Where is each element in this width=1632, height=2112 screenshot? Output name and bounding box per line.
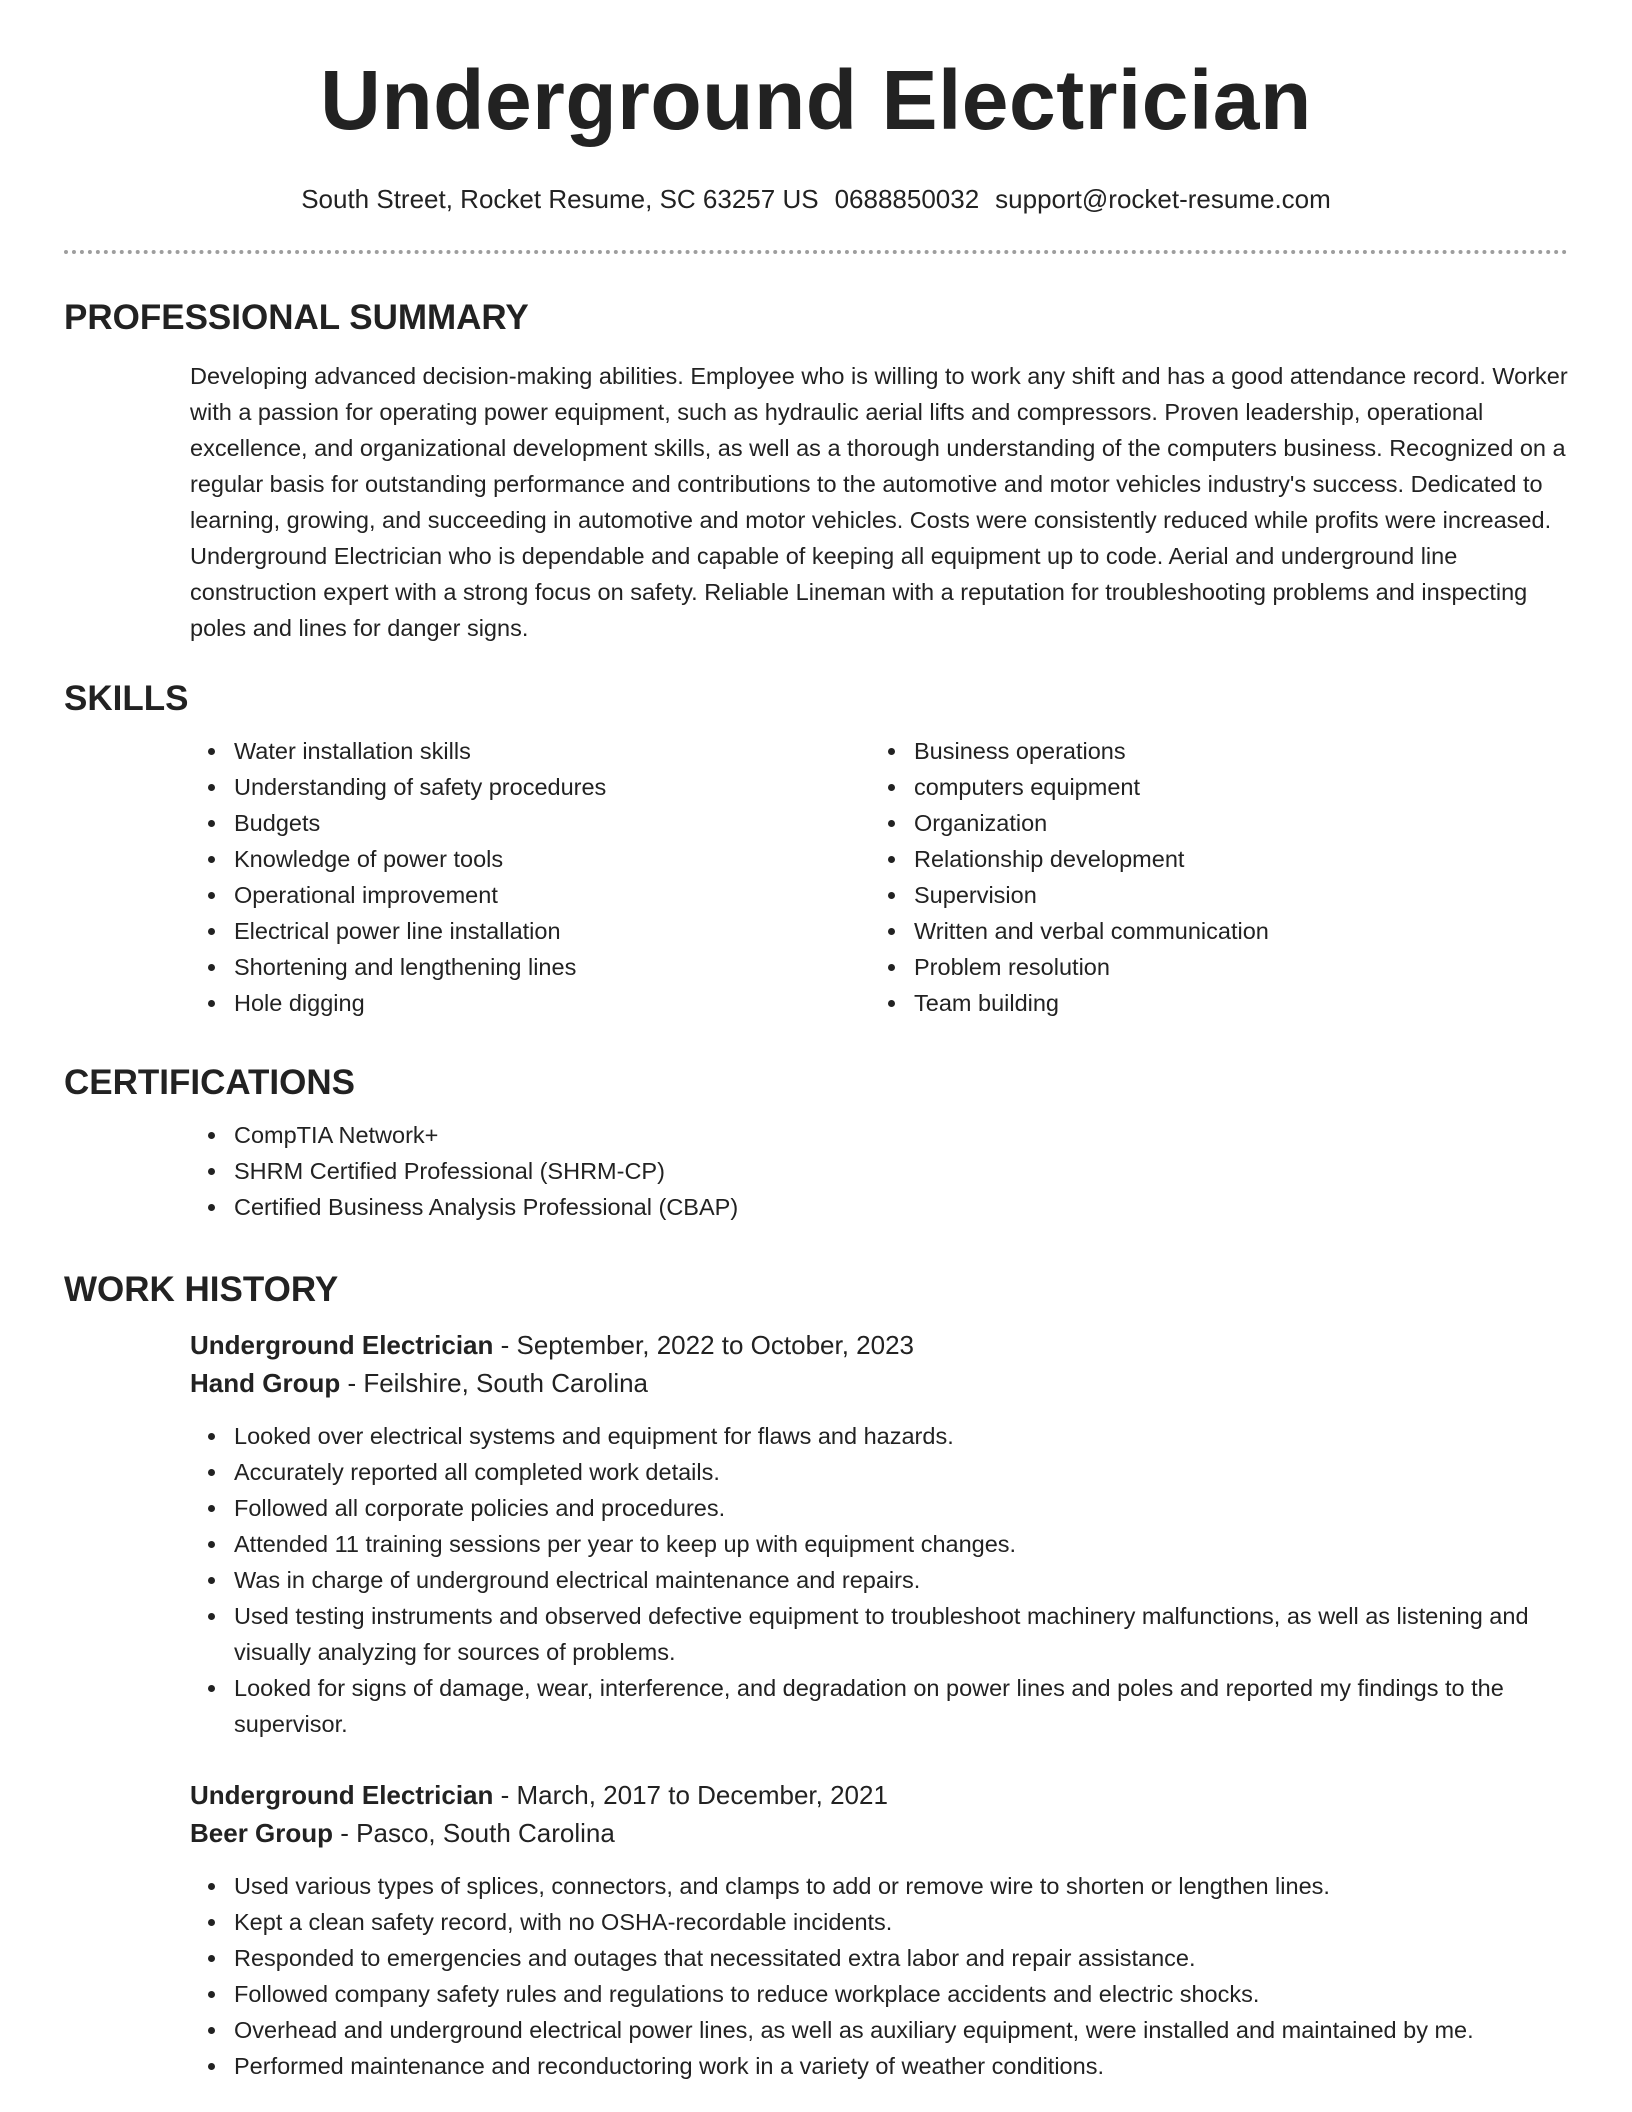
job-bullet: Overhead and underground electrical power lines, as well as auxiliary equipment, were installed and maintained by me.: [234, 2012, 1568, 2048]
job-title-line: [190, 1326, 1568, 1364]
certifications-section: [64, 1061, 1568, 1225]
contact-email: support@rocket-resume.com: [995, 184, 1331, 214]
skills-section: [64, 677, 1568, 1021]
summary-heading: PROFESSIONAL SUMMARY: [64, 298, 529, 337]
skill-item: Supervision: [914, 877, 1550, 913]
certification-item: SHRM Certified Professional (SHRM-CP): [234, 1153, 1568, 1189]
contact-address: South Street, Rocket Resume, SC 63257 US: [301, 184, 819, 214]
skill-item: Relationship development: [914, 841, 1550, 877]
job-bullet: Attended 11 training sessions per year to keep up with equipment changes.: [234, 1526, 1568, 1562]
job-bullet: Followed all corporate policies and procedures.: [234, 1490, 1568, 1526]
skill-item: Problem resolution: [914, 949, 1550, 985]
job-entry: [190, 1776, 1568, 2084]
job-bullet: Used testing instruments and observed defective equipment to troubleshoot machinery malfunctions, as well as listening and visually analyzing for sources of problems.: [234, 1598, 1568, 1670]
skill-item: Business operations: [914, 733, 1550, 769]
skills-heading: SKILLS: [64, 679, 189, 718]
job-bullet: Followed company safety rules and regulations to reduce workplace accidents and electric shocks.: [234, 1976, 1568, 2012]
skills-column-right: [870, 733, 1550, 1021]
job-bullet: Kept a clean safety record, with no OSHA-recordable incidents.: [234, 1904, 1568, 1940]
job-company: Hand Group: [190, 1368, 341, 1398]
job-bullet: Responded to emergencies and outages that necessitated extra labor and repair assistance.: [234, 1940, 1568, 1976]
skill-item: Water installation skills: [234, 733, 870, 769]
skill-item: Electrical power line installation: [234, 913, 870, 949]
skill-item: Understanding of safety procedures: [234, 769, 870, 805]
skill-item: Budgets: [234, 805, 870, 841]
job-bullet: Performed maintenance and reconductoring work in a variety of weather conditions.: [234, 2048, 1568, 2084]
skill-item: Written and verbal communication: [914, 913, 1550, 949]
job-dates: - March, 2017 to December, 2021: [493, 1780, 888, 1810]
skills-column-left: [190, 733, 870, 1021]
job-bullet: Looked over electrical systems and equipment for flaws and hazards.: [234, 1418, 1568, 1454]
header-divider: [64, 250, 1568, 254]
job-entry: [190, 1326, 1568, 1742]
certifications-heading: CERTIFICATIONS: [64, 1063, 356, 1102]
job-company-line: [190, 1364, 1568, 1402]
skill-item: Hole digging: [234, 985, 870, 1021]
certification-item: Certified Business Analysis Professional (CBAP): [234, 1189, 1568, 1225]
skill-item: Team building: [914, 985, 1550, 1021]
job-location: - Feilshire, South Carolina: [340, 1368, 649, 1398]
job-title-line: [190, 1776, 1568, 1814]
certifications-list-wrap: [190, 1117, 1568, 1225]
job-bullet: Used various types of splices, connectors, and clamps to add or remove wire to shorten or lengthen lines.: [234, 1868, 1568, 1904]
skill-item: Knowledge of power tools: [234, 841, 870, 877]
certification-item: CompTIA Network+: [234, 1117, 1568, 1153]
contact-phone: 0688850032: [834, 184, 980, 214]
job-company-line: [190, 1814, 1568, 1852]
job-company: Beer Group: [190, 1818, 334, 1848]
job-location: - Pasco, South Carolina: [333, 1818, 615, 1848]
skill-item: Shortening and lengthening lines: [234, 949, 870, 985]
skills-grid: [190, 733, 1568, 1021]
job-bullet: Was in charge of underground electrical maintenance and repairs.: [234, 1562, 1568, 1598]
job-bullet: Looked for signs of damage, wear, interference, and degradation on power lines and poles and reported my findings to the supervisor.: [234, 1670, 1568, 1742]
work-history-section: [64, 1268, 1568, 2084]
summary-section: [64, 296, 1568, 646]
skill-item: Organization: [914, 805, 1550, 841]
job-role: Underground Electrician: [190, 1780, 494, 1810]
skill-item: Operational improvement: [234, 877, 870, 913]
summary-text: Developing advanced decision-making abilities. Employee who is willing to work any shift and has a good attendance record. Worker with a passion for operating power equipment, such as hydraulic aerial lifts and compressors. Proven leadership, operational excellence, and organizational development skills, as well as a thorough understanding of the computers business. Recognized on a regular basis for outstanding performance and contributions to the automotive and motor vehicles industry's success. Dedicated to learning, growing, and succeeding in automotive and motor vehicles. Costs were consistently reduced while profits were increased. Underground Electrician who is dependable and capable of keeping all equipment up to code. Aerial and underground line construction expert with a strong focus on safety. Reliable Lineman with a reputation for troubleshooting problems and inspecting poles and lines for danger signs.: [190, 363, 1568, 641]
work-history-heading: WORK HISTORY: [64, 1270, 339, 1309]
job-role: Underground Electrician: [190, 1330, 494, 1360]
contact-line: [0, 182, 1632, 216]
job-dates: - September, 2022 to October, 2023: [493, 1330, 914, 1360]
job-bullet: Accurately reported all completed work details.: [234, 1454, 1568, 1490]
resume-name: Underground Electrician: [320, 53, 1312, 147]
skill-item: computers equipment: [914, 769, 1550, 805]
